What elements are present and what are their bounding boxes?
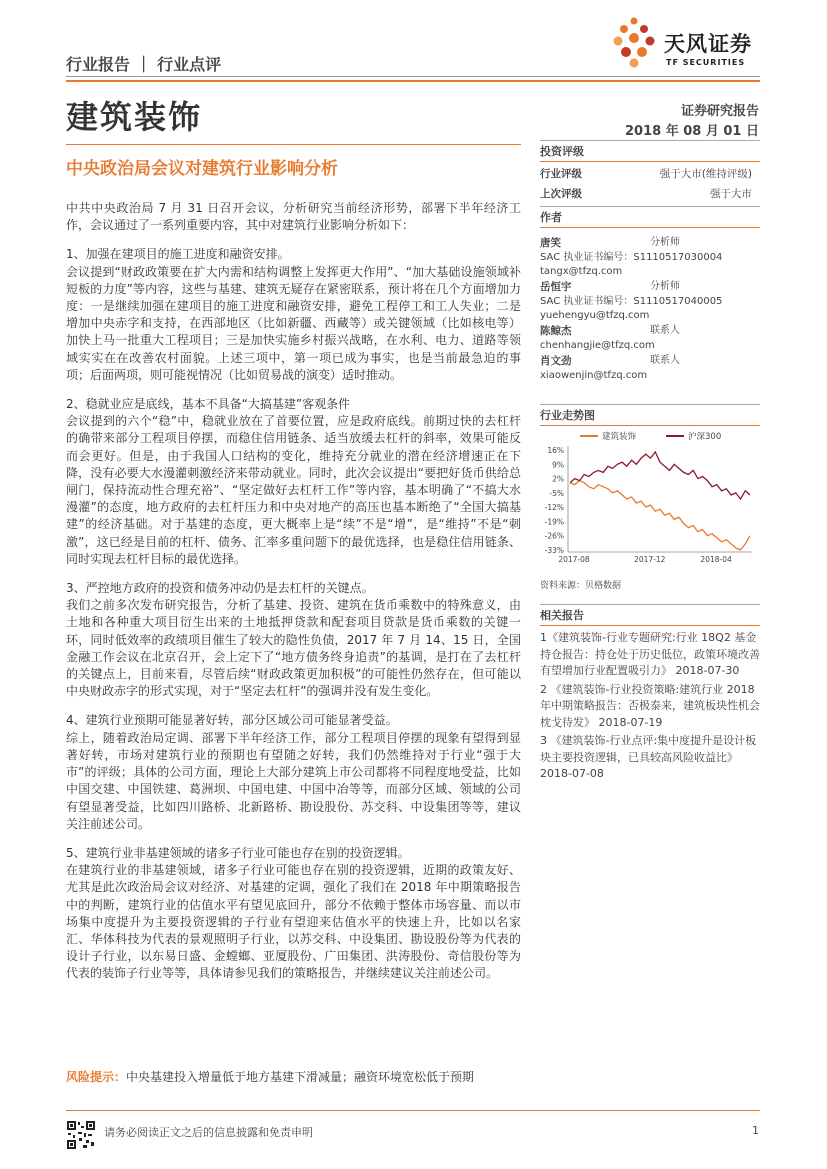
report-type: 行业报告 ｜ 行业点评 xyxy=(66,55,222,74)
section-text: 在建筑行业的非基建领域，诸多子行业可能也存在别的投资逻辑，近期的政策友好、尤其是此次政治局会议对经济、对基建的定调，强化了我们在 2018 年中期策略报告中的判断，建筑行业的估值水平有望见底回升，部分不依赖于整体市场容量、而以市场集中度提升为主要投资逻辑的子行业有望迎来估值水平的快速上升，比如以名家汇、华体科技为代表的景观照明子行业，以苏交科、中设集团、勘设股份等为代表的设计子行业，以东易日盛、金螳螂、亚厦股份、广田集团、洪涛股份、奇信股份等为代表的装饰子行业等等，具体请参见我们的策略报告，并继续建议关注前述公司。 xyxy=(66,863,521,981)
divider xyxy=(540,140,760,141)
logo-text-en: TF SECURITIES xyxy=(666,58,746,67)
rating-row: 上次评级 强于大市 xyxy=(540,188,752,200)
divider xyxy=(540,161,760,162)
related-item[interactable]: 2 《建筑装饰-行业投资策略:建筑行业 2018 年中期策略报告：否极泰来，建筑板块性机会枕戈待发》 2018-07-19 xyxy=(540,682,760,729)
trend-panel xyxy=(540,404,760,426)
related-item[interactable]: 3 《建筑装饰-行业点评:集中度提升是设计板块主要投资逻辑，已具较高风险收益比》 2018-07-08 xyxy=(540,734,757,780)
risk-note xyxy=(66,1068,521,1085)
section-text: 综上，随着政治局定调、部署下半年经济工作，部分工程项目停摆的现象有望得到显著好转，市场对建筑行业的预期也有望随之好转，我们仍然维持对于行业“强于大市”的评级；具体的公司方面，理论上大部分建筑上市公司都将不同程度地受益，比如中国交建、中国铁建、葛洲坝、中国电建、中国中冶等等，而部分区域、领域的公司有望显著受益，比如四川路桥、北新路桥、勘设股份、苏交科、中设集团等等，建议关注前述公司。 xyxy=(66,730,521,831)
disclaimer-note: 请务必阅读正文之后的信息披露和免责申明 xyxy=(104,1126,313,1139)
author-item: 唐笑 分析师 SAC 执业证书编号：S1110517030004 tangx@tfzq.com xyxy=(540,237,723,277)
section-text: 会议提到的六个“稳”中，稳就业放在了首要位置，应是政府底线。前期过快的去杠杆的确带来部分工程项目停摆，而稳住信用链条、适当放缓去杠杆的斜率，效果可能反而会更好。但是，由于我国人口结构的变化，维持充分就业的潜在经济增速正在下降，没有必要大水漫灌刺激经济来带动就业。同时，此次会议提出“要把好货币供给总闸门，保持流动性合理充裕”、“坚定做好去杠杆工作”等内容，基本明确了“不搞大水漫灌”的态度，地方政府的去杠杆压力和中央对地产的高压也基本断绝了“全国大搞基建”的经济基础。对于基建的态度，更大概率上是“续”不是“增”，是“维持”不是“刺激”，这已经是目前的杠杆、债务、汇率多重问题下的最优选择，也是稳住信用链条、同时实现去杠杆目标的最优选择。 xyxy=(66,414,521,566)
y-tick-label: 9% xyxy=(552,460,564,470)
rating-title: 投资评级 xyxy=(540,145,584,158)
footer-divider xyxy=(66,1110,760,1111)
divider xyxy=(540,227,760,228)
related-list xyxy=(540,630,760,783)
y-tick-label: 16% xyxy=(547,446,564,455)
x-tick-label: 2017-12 xyxy=(634,555,666,564)
y-tick-label: -33% xyxy=(544,546,564,555)
divider xyxy=(540,206,760,207)
y-tick-label: 2% xyxy=(552,474,564,484)
series-line xyxy=(570,452,750,499)
section-4 xyxy=(66,712,521,832)
chart-source: 资料来源：贝格数据 xyxy=(540,581,622,591)
related-item[interactable]: 1《建筑装饰-行业专题研究:行业 18Q2 基金持仓报告：持仓处于历史低位，政策环境改善有望增加行业配置吸引力》 2018-07-30 xyxy=(540,631,760,677)
related-title: 相关报告 xyxy=(540,609,584,622)
risk-label: 风险提示： xyxy=(66,1070,127,1084)
section-title: 4、建筑行业预期可能显著好转，部分区域公司可能显著受益。 xyxy=(66,713,398,728)
logo-text: 天风证券 xyxy=(664,32,752,56)
page-number: 1 xyxy=(752,1124,759,1137)
authors-panel xyxy=(540,206,760,396)
x-tick-label: 2018-04 xyxy=(700,555,732,564)
section-text: 我们之前多次发布研究报告，分析了基建、投资、建筑在货币乘数中的特殊意义，由土地和各种重大项目衍生出来的土地抵押贷款和配套项目贷款是货币乘数的关键一环，同时低效率的政绩项目催生了较大的隐性负债，2017 年 7 月 14、15 日，全国金融工作会议在北京召开，会上定下了“地方债务终身追责”的基调，是打在了去杠杆的关键点上，目前来看，尽管后续“财政政策更加积极”的可能性仍然存在，但可能以中央财政赤字的形式实现，对于“坚定去杠杆”的强调并没有发生变化。 xyxy=(66,598,521,699)
legend-label: 建筑装饰 xyxy=(602,432,637,442)
related-header xyxy=(540,604,760,626)
section-3 xyxy=(66,580,521,700)
y-tick-label: -5% xyxy=(549,488,564,498)
headline-divider xyxy=(66,144,521,145)
section-text: 会议提到“财政政策要在扩大内需和结构调整上发挥更大作用”、“加大基础设施领域补短板的力度”等内容，这些与基建、建筑无疑存在紧密联系，预计将在几个方面增加力度：一是继续加强在建项目的施工进度和融资安排，避免工程停工和工人失业；二是增加中央赤字和支持，在西部地区（比如新疆、西藏等）或关键领域（比如核电等）加快上马一批重大工程项目；三是加快实施乡村振兴战略，在水利、电力、道路等领域实实在在改善农村面貌。上述三项中，第一项已成为事实，也是当前最急迫的事项；后面两项，则可能视情况（比如贸易战的演变）适时推动。 xyxy=(66,264,521,382)
sector-title: 建筑装饰 xyxy=(66,98,203,136)
y-tick-label: -12% xyxy=(544,503,564,513)
legend-label: 沪深300 xyxy=(688,432,722,442)
section-title: 5、建筑行业非基建领域的诸多子行业可能也存在别的投资逻辑。 xyxy=(66,845,410,860)
header-divider xyxy=(66,76,760,77)
trend-title: 行业走势图 xyxy=(540,409,595,422)
section-title: 3、严控地方政府的投资和债务冲动仍是去杠杆的关键点。 xyxy=(66,581,374,596)
trend-chart xyxy=(540,428,758,576)
report-label: 证券研究报告 xyxy=(680,104,759,119)
section-1 xyxy=(66,246,521,384)
logo-mark xyxy=(612,16,656,68)
report-date: 2018 年 08 月 01 日 xyxy=(625,124,759,139)
qr-code-icon xyxy=(66,1120,96,1150)
section-5 xyxy=(66,845,521,983)
rating-row: 行业评级 强于大市(维持评级) xyxy=(540,168,752,180)
author-item: 陈鲸杰 联系人 chenhangjie@tfzq.com xyxy=(540,325,680,351)
intro-paragraph: 中共中央政治局 7 月 31 日召开会议，分析研究当前经济形势，部署下半年经济工作，会议通过了一系列重要内容，其中对建筑行业影响分析如下： xyxy=(66,201,521,233)
section-title: 2、稳就业应是底线，基本不具备“大搞基建”客观条件 xyxy=(66,397,351,412)
report-body xyxy=(66,200,521,995)
divider xyxy=(540,425,760,426)
header-accent-divider xyxy=(66,80,760,82)
divider xyxy=(540,604,760,605)
divider xyxy=(540,625,760,626)
section-title: 1、加强在建项目的施工进度和融资安排。 xyxy=(66,247,290,262)
y-tick-label: -19% xyxy=(544,517,564,527)
rating-panel xyxy=(540,140,760,206)
author-item: 岳恒宇 分析师 SAC 执业证书编号：S1110517040005 yuehengyu@tfzq.com xyxy=(540,281,723,321)
author-item: 肖文劲 联系人 xiaowenjin@tfzq.com xyxy=(540,355,680,381)
section-2 xyxy=(66,396,521,568)
headline: 中央政治局会议对建筑行业影响分析 xyxy=(66,159,338,179)
series-line xyxy=(570,481,750,550)
y-tick-label: -26% xyxy=(544,531,564,541)
divider xyxy=(540,404,760,405)
x-tick-label: 2017-08 xyxy=(558,555,590,564)
risk-text: 中央基建投入增量低于地方基建下滑减量；融资环境宽松低于预期 xyxy=(126,1070,475,1084)
authors-title: 作者 xyxy=(540,211,562,224)
